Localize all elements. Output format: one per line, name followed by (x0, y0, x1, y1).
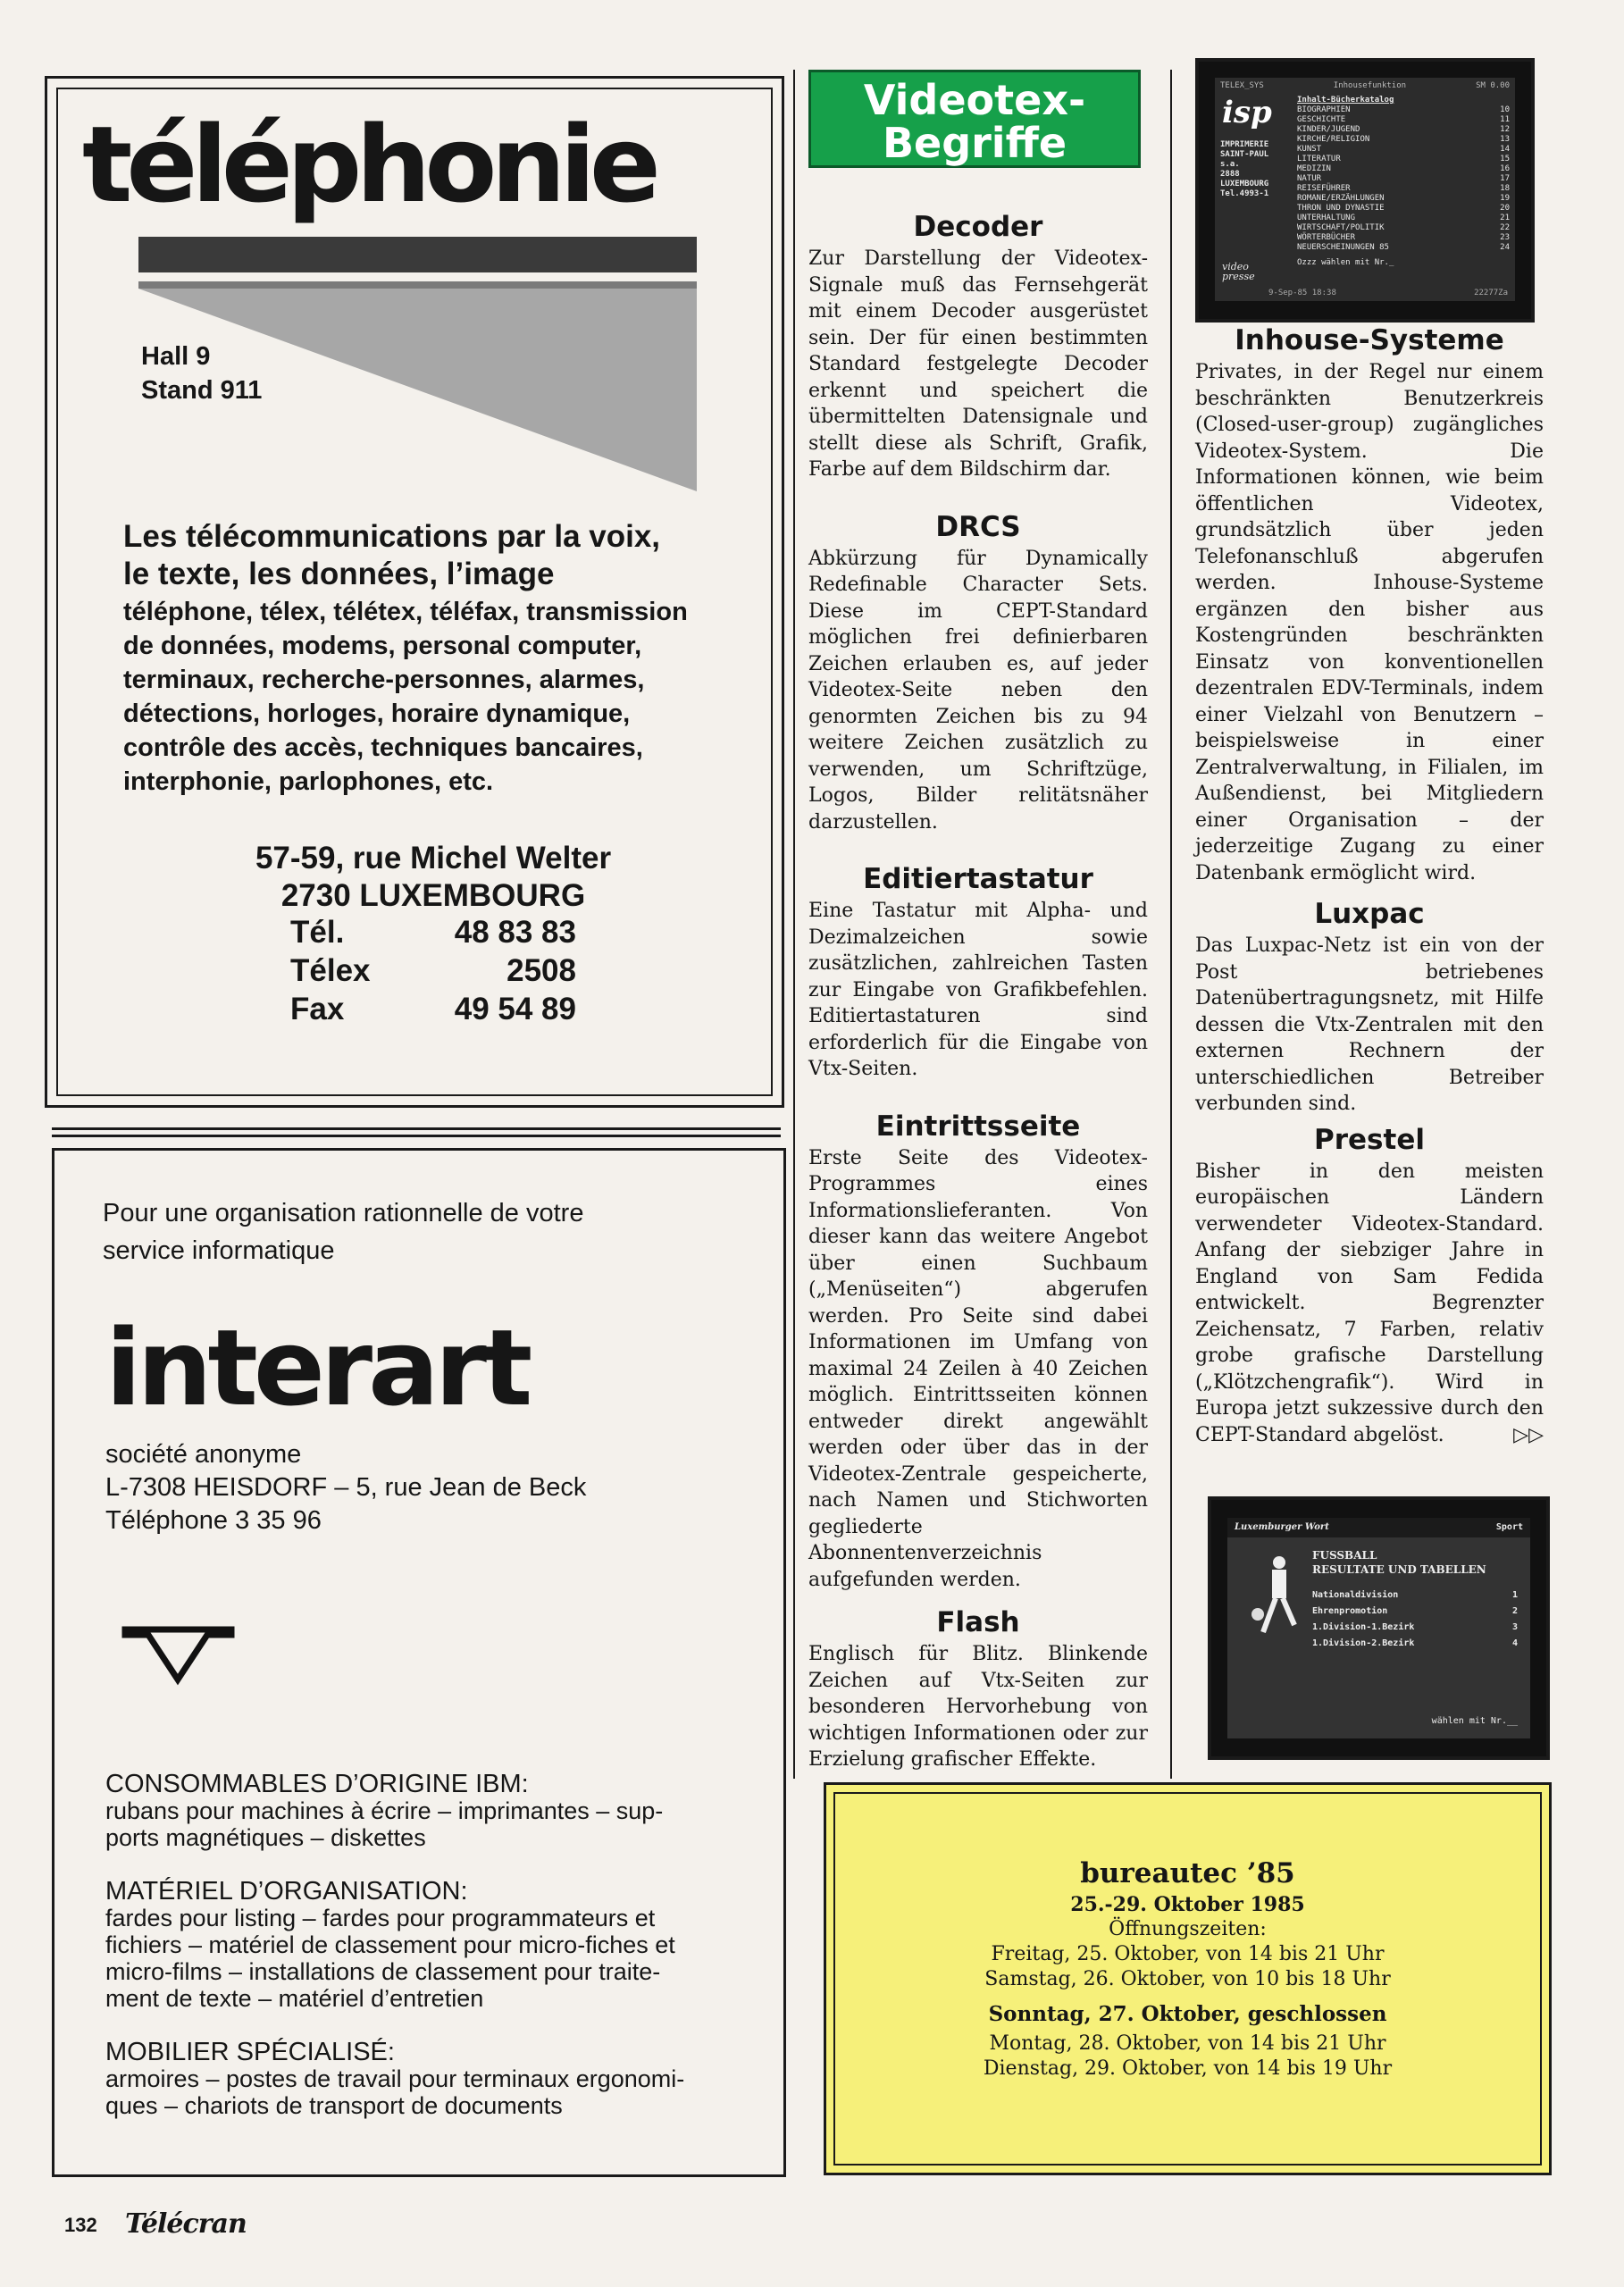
closed-notice: Sonntag, 27. Oktober, geschlossen (988, 2002, 1387, 2026)
menu-list (1297, 105, 1510, 253)
fax-label: Fax (290, 992, 345, 1026)
menu-item-number: 11 (1500, 115, 1510, 124)
menu-item (1297, 105, 1510, 115)
continue-arrows-icon: ▷▷ (1513, 1423, 1544, 1446)
sidebar-line: 2888 (1220, 170, 1240, 179)
telex-value: 2508 (506, 953, 576, 988)
entry-text: Zur Darstellung der Videotex-Signale muß das Fernsehgerät mit einem Decoder ausgerüstet sein. Der für einen bestimmten Standard festgelegte Decoder erkennt und speichert die übermittelten Datensignale und stellt diese als Schrift, Grafik, Farbe auf dem Bildschirm dar. (808, 247, 1148, 481)
menu-item-number: 17 (1500, 174, 1510, 183)
tel-value: 48 83 83 (454, 915, 576, 950)
sport-title-line: FUSSBALL (1312, 1549, 1377, 1562)
screen-display (1215, 78, 1515, 301)
entry-text: Erste Seite des Videotex-Programmes eines Informationslieferanten. Von dieser kann das weitere Angebot über einen Suchbaum („Menüseiten“) abgerufen werden. Pro Seite sind dabei Informationen im Umfang von maximal 24 Zeilen à 40 Zeichen möglich. Eintrittsseiten können entweder direkt angewählt werden oder über das in der Videotex-Zentrale gespeicherte, nach Namen und Stichworten gegliederte Abonnentenverzeichnis aufgefunden werden. (808, 1146, 1148, 1591)
entry-term: Luxpac (1314, 898, 1425, 930)
menu-item-number: 22 (1500, 223, 1510, 232)
entry-text: Abkürzung für Dynamically Redefinable Character Sets. Diese im CEPT-Standard möglichen frei definierbaren Zeichen erlauben es, auf jeder Videotex-Seite neben den genormten Zeichen bis zu 94 weitere Zeichen zusätzlich zu verwenden, um Schriftzüge, Logos, Bilder relitätsnäher darzustellen. (808, 547, 1148, 834)
sport-item-label: 1.Division-2.Bezirk (1312, 1638, 1415, 1648)
menu-item-label: KIRCHE/RELIGION (1297, 135, 1370, 144)
menu-item-label: UNTERHALTUNG (1297, 214, 1356, 222)
headline-line: le texte, les données, l’image (123, 557, 555, 591)
divider (52, 1127, 781, 1130)
menu-item-label: LITERATUR (1297, 155, 1341, 163)
section-line: ques – chariots de transport de documents (105, 2092, 563, 2119)
menu-item-label: GESCHICHTE (1297, 115, 1346, 124)
video-presse-logo: video presse (1222, 261, 1255, 282)
hours-line: Dienstag, 29. Oktober, von 14 bis 19 Uhr (983, 2057, 1393, 2080)
magazine-logo: Télécran (125, 2208, 247, 2240)
stand-info (141, 339, 262, 407)
entry-term: Inhouse-Systeme (1235, 324, 1504, 356)
entry-text: Englisch für Blitz. Blinkende Zeichen auf Vtx-Seiten zur besonderen Hervorhebung von wichtigen Informationen oder zur Erzielung grafischer Effekte. (808, 1643, 1148, 1771)
legal-form: société anonyme (105, 1440, 302, 1469)
menu-item-label: THRON UND DYNASTIE (1297, 204, 1385, 213)
menu-item-number: 15 (1500, 155, 1510, 163)
menu-item (1297, 204, 1510, 214)
sport-item-number: 3 (1511, 1622, 1518, 1632)
menu-item-label: REISEFÜHRER (1297, 184, 1351, 193)
menu-item-label: WÖRTERBÜCHER (1297, 233, 1356, 242)
page-number: 132 (64, 2214, 97, 2236)
street: 57-59, rue Michel Welter (255, 841, 612, 875)
hours-line: Montag, 28. Oktober, von 14 bis 21 Uhr (989, 2032, 1386, 2055)
sport-item-number: 2 (1511, 1606, 1518, 1616)
menu-item-label: NEUERSCHEINUNGEN 85 (1297, 243, 1389, 252)
sport-menu-item (1312, 1604, 1518, 1620)
column-rule (1170, 70, 1172, 1779)
section-line: ports magnétiques – diskettes (105, 1824, 426, 1851)
menu-item-number: 23 (1500, 233, 1510, 242)
sidebar-line: SAINT-PAUL (1220, 150, 1269, 159)
entry-term: Editiertastatur (863, 863, 1093, 895)
telephonie-services (123, 595, 688, 799)
entry-term: DRCS (935, 510, 1021, 543)
sport-title-line: RESULTATE UND TABELLEN (1312, 1563, 1486, 1576)
menu-item-label: NATUR (1297, 174, 1322, 183)
menu-title: Inhalt-Bücherkatalog (1297, 96, 1394, 105)
menu-item (1297, 214, 1510, 223)
down-arrow-icon (118, 1624, 239, 1688)
interart-intro (103, 1194, 583, 1269)
menu-item-label: ROMANE/ERZÄHLUNGEN (1297, 194, 1385, 203)
section-heading: MATÉRIEL D’ORGANISATION: (105, 1877, 468, 1906)
intro-line: Pour une organisation rationnelle de votre (103, 1199, 584, 1227)
menu-item (1297, 194, 1510, 204)
stand-label: Stand 911 (141, 376, 263, 405)
sport-item-label: 1.Division-1.Bezirk (1312, 1622, 1415, 1632)
sport-item-number: 4 (1511, 1638, 1518, 1648)
screen-header: Inhousefunktion (1333, 81, 1407, 90)
entry-text: Privates, in der Regel nur einem beschränkten Benutzerkreis (Closed-user-group) zugängliches Videotex-System. Die Informationen können, wie beim öffentlichen Videotex, grundsätzlich über jeden Telefonanschluß abgerufen werden. Inhouse-Systeme ergänzen den bisher aus Kostengründen beschränkten Einsatz von konventionellen dezentralen EDV-Terminals, indem einer Vielzahl von Benutzern – beispielsweise in einer Zentralverwaltung, in Filialen, im Außendienst, bei Mitgliedern einer Organisation – der jederzeitige Zugang zu einer Datenbank ermöglicht wird. (1195, 361, 1544, 884)
service-line: terminaux, recherche-personnes, alarmes, (123, 666, 645, 694)
sidebar-line: LUXEMBOURG (1220, 180, 1269, 188)
sport-menu-item (1312, 1636, 1518, 1652)
fax-value: 49 54 89 (454, 992, 576, 1026)
menu-item (1297, 243, 1510, 253)
sidebar-line: Tel.4993-1 (1220, 189, 1269, 198)
sport-item-label: Ehrenpromotion (1312, 1606, 1388, 1616)
service-line: de données, modems, personal computer, (123, 632, 642, 660)
tel-label: Tél. (290, 915, 345, 950)
menu-item (1297, 233, 1510, 243)
intro-line: service informatique (103, 1236, 335, 1265)
section-organisation (105, 1878, 749, 2012)
isp-sidebar (1220, 140, 1292, 199)
menu-item-number: 13 (1500, 135, 1510, 144)
menu-item (1297, 164, 1510, 174)
service-line: détections, horloges, horaire dynamique, (123, 700, 631, 728)
hours-list (826, 1942, 1549, 1992)
videotex-screen-sport (1208, 1496, 1550, 1760)
sport-item-number: 1 (1511, 1590, 1518, 1600)
telex-label: Télex (290, 953, 371, 988)
menu-item-number: 21 (1500, 214, 1510, 222)
hours-list (826, 2031, 1549, 2082)
videotex-screen-isp (1195, 58, 1535, 323)
entry-text-body: Bisher in den meisten europäischen Ländern verwendeter Videotex-Standard. Anfang der siebziger Jahre in England von Sam Fedida entwickelt. Begrenzter Zeichensatz, 7 Farben, relativ grobe grafische Darstellung („Klötzchengrafik“). Wird in Europa jetzt sukzessive durch den CEPT-Standard abgelöst. (1195, 1160, 1544, 1446)
menu-item-label: KINDER/JUGEND (1297, 125, 1360, 134)
menu-item (1297, 145, 1510, 155)
section-furniture (105, 2039, 749, 2119)
isp-logo: isp (1222, 95, 1272, 130)
screen-status (1268, 289, 1508, 298)
menu-item (1297, 155, 1510, 164)
paper-name: Luxemburger Wort (1235, 1522, 1329, 1532)
bureautec-dates: 25.-29. Oktober 1985 (1070, 1893, 1305, 1916)
article-header (808, 70, 1141, 168)
header-line: Videotex- (863, 76, 1086, 124)
article-column-2 (1195, 323, 1544, 1448)
hall-label: Hall 9 (141, 342, 211, 371)
sidebar-line: s.a. (1220, 160, 1240, 169)
sport-item-label: Nationaldivision (1312, 1590, 1399, 1600)
menu-item-number: 18 (1500, 184, 1510, 193)
hours-line: Samstag, 26. Oktober, von 10 bis 18 Uhr (984, 1968, 1391, 1990)
menu-item-number: 19 (1500, 194, 1510, 203)
bureautec-notice (824, 1782, 1552, 2175)
section-line: ment de texte – matériel d’entretien (105, 1985, 484, 2012)
section-line: fardes pour listing – fardes pour programmateurs et (105, 1905, 656, 1931)
service-line: interphonie, parlophones, etc. (123, 767, 494, 796)
section-heading: CONSOMMABLES D’ORIGINE IBM: (105, 1770, 529, 1798)
screen-header-bar (1227, 1518, 1530, 1537)
sport-title (1312, 1548, 1527, 1577)
menu-item-number: 24 (1500, 243, 1510, 252)
screen-header: TELEX_SYS (1220, 81, 1264, 90)
hours-label: Öffnungszeiten: (1109, 1918, 1267, 1940)
interart-brand: interart (105, 1306, 529, 1429)
entry-term: Flash (936, 1606, 1020, 1638)
menu-item (1297, 184, 1510, 194)
menu-item-number: 10 (1500, 105, 1510, 114)
telephonie-brand: téléphonie (82, 103, 655, 226)
menu-footer: Ozzz wählen mit Nr._ (1297, 258, 1394, 267)
divider (52, 1135, 781, 1137)
menu-item (1297, 223, 1510, 233)
city: 2730 LUXEMBOURG (280, 878, 586, 913)
section-line: rubans pour machines à écrire – imprimantes – sup- (105, 1797, 664, 1824)
entry-text (1195, 1159, 1544, 1449)
menu-item-number: 16 (1500, 164, 1510, 173)
bureautec-title: bureautec ’85 (1080, 1857, 1295, 1889)
menu-item-label: WIRTSCHAFT/POLITIK (1297, 223, 1385, 232)
menu-item-label: BIOGRAPHIEN (1297, 105, 1351, 114)
sport-menu-item (1312, 1620, 1518, 1636)
section-line: armoires – postes de travail pour terminaux ergonomi- (105, 2065, 685, 2092)
menu-item-number: 12 (1500, 125, 1510, 134)
menu-item (1297, 135, 1510, 145)
telephonie-contact (290, 913, 576, 1028)
menu-item (1297, 125, 1510, 135)
article-column-1 (808, 210, 1148, 1773)
hours-line: Freitag, 25. Oktober, von 14 bis 21 Uhr (991, 1943, 1385, 1965)
menu-item (1297, 174, 1510, 184)
screen-date: 9-Sep-85 18:38 (1268, 289, 1336, 297)
menu-item-label: MEDIZIN (1297, 164, 1331, 173)
telephonie-headline (123, 518, 660, 593)
section-heading: MOBILIER SPÉCIALISÉ: (105, 2038, 395, 2066)
headline-line: Les télécommunications par la voix, (123, 519, 661, 554)
football-player-icon (1245, 1552, 1308, 1659)
section-line: micro-films – installations de classement pour traite- (105, 1958, 661, 1985)
sidebar-line: IMPRIMERIE (1220, 140, 1269, 149)
isp-menu (1297, 96, 1510, 268)
screen-header: SM 0.00 (1476, 81, 1510, 90)
telephonie-address (241, 840, 625, 915)
menu-item-number: 20 (1500, 204, 1510, 213)
entry-term: Decoder (913, 211, 1043, 243)
header-line: Begriffe (882, 119, 1067, 167)
address-line: L-7308 HEISDORF – 5, rue Jean de Beck (105, 1473, 587, 1502)
screen-display (1227, 1518, 1530, 1738)
entry-text: Das Luxpac-Netz ist ein von der Post betriebenes Datenübertragungsnetz, mit Hilfe dessen die Vtx-Zentralen mit den externen Rechnern der unterschiedlichen Betreiber verbunden sind. (1195, 934, 1544, 1115)
menu-item-label: KUNST (1297, 145, 1322, 154)
sport-menu (1312, 1587, 1518, 1652)
column-rule (793, 70, 795, 1779)
section-line: fichiers – matériel de classement pour micro-fiches et (105, 1931, 675, 1958)
menu-item-number: 14 (1500, 145, 1510, 154)
entry-term: Eintrittsseite (875, 1110, 1081, 1143)
service-line: contrôle des accès, techniques bancaires, (123, 733, 643, 762)
interart-address (105, 1438, 586, 1537)
sport-menu-item (1312, 1587, 1518, 1604)
screen-code: 22277Za (1474, 289, 1508, 297)
section-name: Sport (1495, 1522, 1523, 1532)
phone-line: Téléphone 3 35 96 (105, 1506, 322, 1535)
section-consumables (105, 1771, 749, 1851)
service-line: téléphone, télex, télétex, téléfax, transmission (123, 598, 688, 626)
sport-footer: wählen mit Nr.__ (1431, 1716, 1518, 1726)
entry-term: Prestel (1314, 1123, 1425, 1156)
menu-item (1297, 115, 1510, 125)
entry-text: Eine Tastatur mit Alpha- und Dezimalzeichen sowie zusätzlichen, zahlreichen Tasten zur Eingabe von Grafikbefehlen. Editiertastaturen sind erforderlich für die Eingabe von Vtx-Seiten. (808, 900, 1148, 1080)
